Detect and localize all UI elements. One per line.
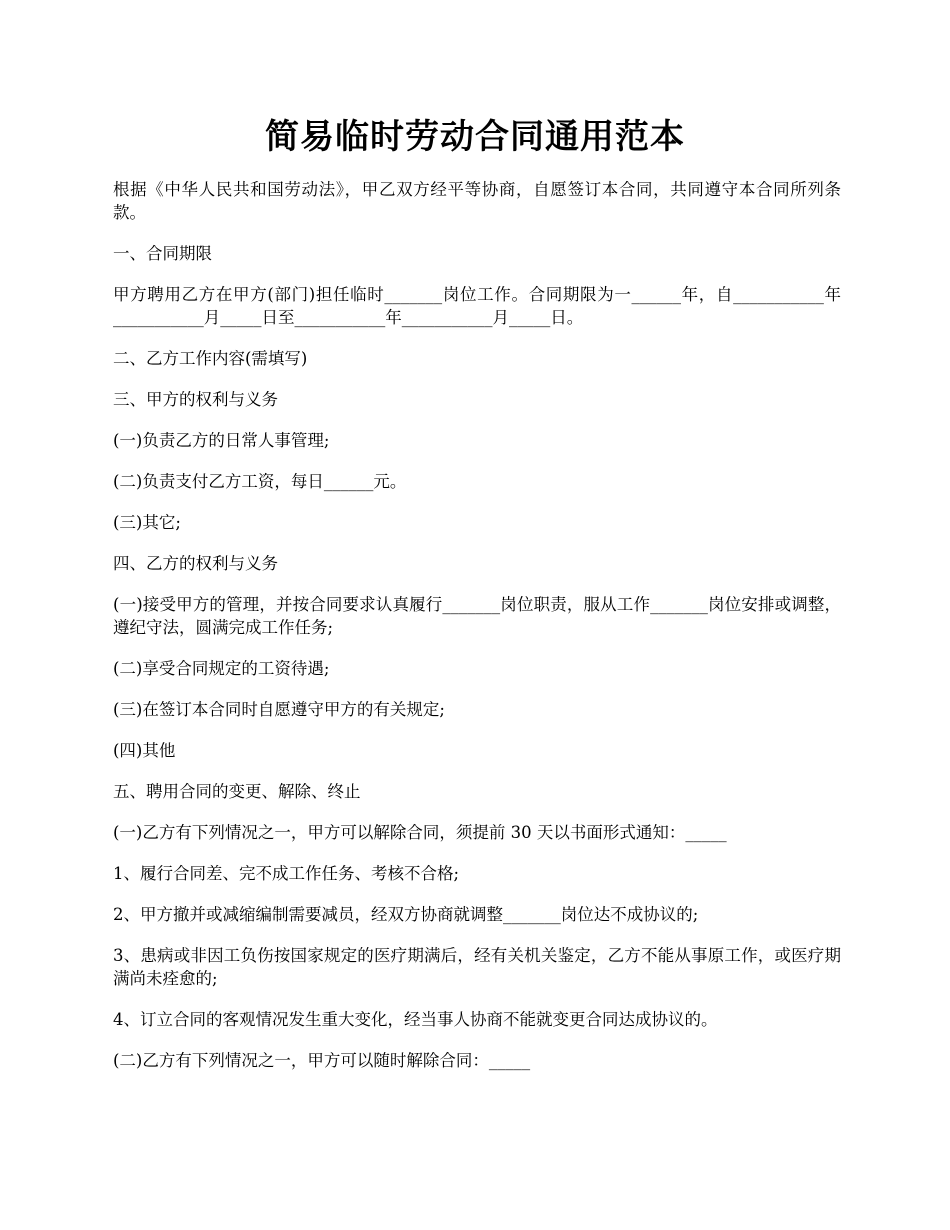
section-heading-contract-change: 五、聘用合同的变更、解除、终止 xyxy=(113,782,361,801)
clause-paragraph: (二)负责支付乙方工资，每日______元。 xyxy=(113,472,407,491)
document-body xyxy=(113,178,841,1090)
section-heading-work-content: 二、乙方工作内容(需填写) xyxy=(113,349,308,368)
list-item: 3、患病或非因工负伤按国家规定的医疗期满后，经有关机关鉴定，乙方不能从事原工作，或医疗期满尚未痊愈的; xyxy=(113,946,841,988)
section-heading-party-b-rights: 四、乙方的权利与义务 xyxy=(113,554,278,573)
list-item: 4、订立合同的客观情况发生重大变化，经当事人协商不能就变更合同达成协议的。 xyxy=(113,1010,718,1029)
clause-paragraph: (二)乙方有下列情况之一，甲方可以随时解除合同：_____ xyxy=(113,1051,531,1070)
section-heading-term: 一、合同期限 xyxy=(113,244,212,263)
clause-paragraph: (二)享受合同规定的工资待遇; xyxy=(113,659,330,678)
clause-paragraph: (一)负责乙方的日常人事管理; xyxy=(113,431,330,450)
clause-paragraph: (一)接受甲方的管理，并按合同要求认真履行_______岗位职责，服从工作_______岗位安排或调整，遵纪守法，圆满完成工作任务; xyxy=(113,595,841,637)
preamble-paragraph: 根据《中华人民共和国劳动法》，甲乙双方经平等协商，自愿签订本合同，共同遵守本合同所列条款。 xyxy=(113,180,841,222)
section-heading-party-a-rights: 三、甲方的权利与义务 xyxy=(113,390,278,409)
list-item: 1、履行合同差、完不成工作任务、考核不合格; xyxy=(113,864,460,883)
clause-paragraph: (四)其他 xyxy=(113,741,176,760)
clause-paragraph: (一)乙方有下列情况之一，甲方可以解除合同，须提前 30 天以书面形式通知：_____ xyxy=(113,823,727,842)
clause-paragraph: (三)在签订本合同时自愿遵守甲方的有关规定; xyxy=(113,700,445,719)
list-item: 2、甲方撤并或减缩编制需要减员，经双方协商就调整_______岗位达不成协议的; xyxy=(113,905,699,924)
document-title: 简易临时劳动合同通用范本 xyxy=(265,117,685,157)
term-paragraph: 甲方聘用乙方在甲方(部门)担任临时_______岗位工作。合同期限为一______年，自___________年___________月_____日至___________年___________月_____日。 xyxy=(113,285,841,327)
clause-paragraph: (三)其它; xyxy=(113,513,181,532)
